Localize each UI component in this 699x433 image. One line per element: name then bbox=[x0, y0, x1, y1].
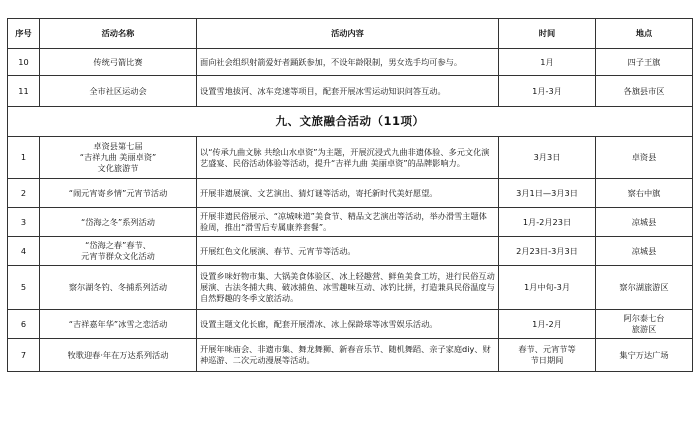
activity-content: 开展红色文化展演、春节、元宵节等活动。 bbox=[197, 237, 499, 266]
activity-name bbox=[40, 76, 197, 107]
table-row bbox=[8, 237, 693, 266]
activity-content: 开展非遗展演、文艺演出、猜灯谜等活动，寄托新时代美好愿望。 bbox=[197, 179, 499, 208]
activity-name bbox=[40, 310, 197, 339]
row-number: 6 bbox=[8, 310, 40, 339]
activity-name bbox=[40, 179, 197, 208]
activity-content: 开展非遗民俗展示、“凉城味道”美食节、精品文艺演出等活动，举办滑雪主题体验周，推出“滑雪后专属康养套餐”。 bbox=[197, 208, 499, 237]
header-name: 活动名称 bbox=[40, 19, 197, 49]
activity-place-line: 集宁万达广场 bbox=[619, 349, 669, 360]
table-row bbox=[8, 310, 693, 339]
activity-time-line: 3月3日 bbox=[533, 152, 561, 162]
activity-name-line: 察尔湖冬钓、冬捕系列活动 bbox=[68, 282, 168, 292]
activity-content: 设置主题文化长廊，配套开展滑冰、冰上保龄球等冰雪娱乐活动。 bbox=[197, 310, 499, 339]
table-row bbox=[8, 137, 693, 179]
table-body-after bbox=[8, 137, 693, 372]
activity-time bbox=[499, 179, 596, 208]
activity-name-line: “吉祥九曲 美丽卓资” bbox=[79, 152, 157, 162]
row-number: 1 bbox=[8, 137, 40, 179]
activity-table bbox=[7, 18, 693, 372]
activity-name-line: 全市社区运动会 bbox=[89, 85, 147, 96]
activity-place-line: 四子王旗 bbox=[627, 56, 661, 67]
row-number: 5 bbox=[8, 266, 40, 310]
activity-name-line: 卓资县第七届 bbox=[93, 141, 143, 151]
activity-place bbox=[596, 237, 693, 266]
activity-name bbox=[40, 237, 197, 266]
activity-time-line: 3月1日—3月3日 bbox=[516, 187, 578, 198]
activity-place-line: 旅游区 bbox=[631, 324, 657, 334]
row-number: 3 bbox=[8, 208, 40, 237]
activity-content: 面向社会组织射箭爱好者踊跃参加，不设年龄限制，男女选手均可参与。 bbox=[197, 49, 499, 76]
section-title: 九、文旅融合活动（11项） bbox=[8, 107, 693, 137]
activity-time bbox=[499, 266, 596, 310]
activity-place-line: 察右中旗 bbox=[627, 187, 661, 198]
activity-name bbox=[40, 266, 197, 310]
activity-name-line: “吉祥嘉年华”冰雪之恋活动 bbox=[68, 318, 168, 329]
activity-place-line: 卓资县 bbox=[631, 152, 657, 162]
activity-time-line: 1月-2月 bbox=[532, 318, 562, 329]
table-row bbox=[8, 49, 693, 76]
activity-time-line: 1月中旬-3月 bbox=[523, 282, 571, 292]
row-number: 10 bbox=[8, 49, 40, 76]
header-no: 序号 bbox=[8, 19, 40, 49]
table-row bbox=[8, 266, 693, 310]
activity-content: 设置雪地拔河、冰车竞速等项目，配套开展冰雪运动知识问答互动。 bbox=[197, 76, 499, 107]
activity-place-line: 凉城县 bbox=[631, 216, 657, 227]
activity-time-line: 2月23日-3月3日 bbox=[516, 245, 578, 256]
activity-time-line: 1月-3月 bbox=[532, 85, 562, 96]
row-number: 7 bbox=[8, 339, 40, 372]
activity-time bbox=[499, 76, 596, 107]
activity-time bbox=[499, 137, 596, 179]
row-number: 11 bbox=[8, 76, 40, 107]
section-row bbox=[8, 107, 693, 137]
activity-name-line: “岱海之冬”系列活动 bbox=[81, 216, 155, 227]
table-body-before bbox=[8, 49, 693, 107]
activity-place-line: 凉城县 bbox=[631, 245, 657, 256]
activity-time-line: 节日期间 bbox=[530, 355, 564, 365]
activity-place bbox=[596, 339, 693, 372]
activity-place bbox=[596, 310, 693, 339]
activity-time-line: 1月 bbox=[540, 56, 554, 67]
activity-name-line: 传统弓箭比赛 bbox=[93, 56, 143, 67]
activity-name-line: 牧歌迎春·年在万达系列活动 bbox=[67, 349, 169, 360]
table-header-row bbox=[8, 19, 693, 49]
activity-name-line: 元宵节群众文化活动 bbox=[81, 251, 155, 261]
table-row bbox=[8, 208, 693, 237]
activity-time bbox=[499, 339, 596, 372]
activity-time-line: 1月-2月23日 bbox=[522, 216, 572, 227]
table-row bbox=[8, 339, 693, 372]
row-number: 2 bbox=[8, 179, 40, 208]
activity-time bbox=[499, 49, 596, 76]
header-content: 活动内容 bbox=[197, 19, 499, 49]
table-row bbox=[8, 179, 693, 208]
activity-place bbox=[596, 179, 693, 208]
activity-time bbox=[499, 310, 596, 339]
activity-place-line: 阿尔泰七台 bbox=[623, 313, 665, 323]
activity-time bbox=[499, 237, 596, 266]
activity-place bbox=[596, 137, 693, 179]
activity-time bbox=[499, 208, 596, 237]
table-section bbox=[8, 107, 693, 137]
activity-content: 以“传承九曲文脉 共绘山水卓资”为主题，开展沉浸式九曲非遗体验、多元文化演艺盛宴、民俗活动体验等活动，提升“吉祥九曲 美丽卓资”的品牌影响力。 bbox=[197, 137, 499, 179]
document-page bbox=[7, 18, 692, 372]
header-place: 地点 bbox=[596, 19, 693, 49]
activity-place bbox=[596, 208, 693, 237]
activity-time-line: 春节、元宵节等 bbox=[518, 344, 576, 354]
table-row bbox=[8, 76, 693, 107]
activity-place-line: 各旗县市区 bbox=[623, 85, 665, 96]
activity-place bbox=[596, 266, 693, 310]
header-time: 时间 bbox=[499, 19, 596, 49]
activity-name-line: 文化旅游节 bbox=[97, 163, 139, 173]
activity-place bbox=[596, 76, 693, 107]
activity-name bbox=[40, 339, 197, 372]
activity-name bbox=[40, 49, 197, 76]
activity-name-line: “岱海之春”春节、 bbox=[85, 240, 151, 250]
activity-content: 设置乡味好物市集、大锅美食体验区、冰上轻趣营、鲜鱼美食工坊，进行民俗互动展演、古法冬捕大典、破冰捕鱼、冰雪趣味互动、冰钓比拼，打造兼具民俗温度与自然野趣的冬季文旅活动。 bbox=[197, 266, 499, 310]
activity-content: 开展年味庙会、非遗市集、舞龙舞狮、新春音乐节、随机舞蹈、亲子家庭diy、财神巡游、二次元动漫展等活动。 bbox=[197, 339, 499, 372]
activity-name bbox=[40, 208, 197, 237]
row-number: 4 bbox=[8, 237, 40, 266]
activity-place-line: 察尔湖旅游区 bbox=[619, 282, 669, 292]
activity-name bbox=[40, 137, 197, 179]
activity-place bbox=[596, 49, 693, 76]
activity-name-line: “闹元宵寄乡情”元宵节活动 bbox=[68, 187, 168, 198]
